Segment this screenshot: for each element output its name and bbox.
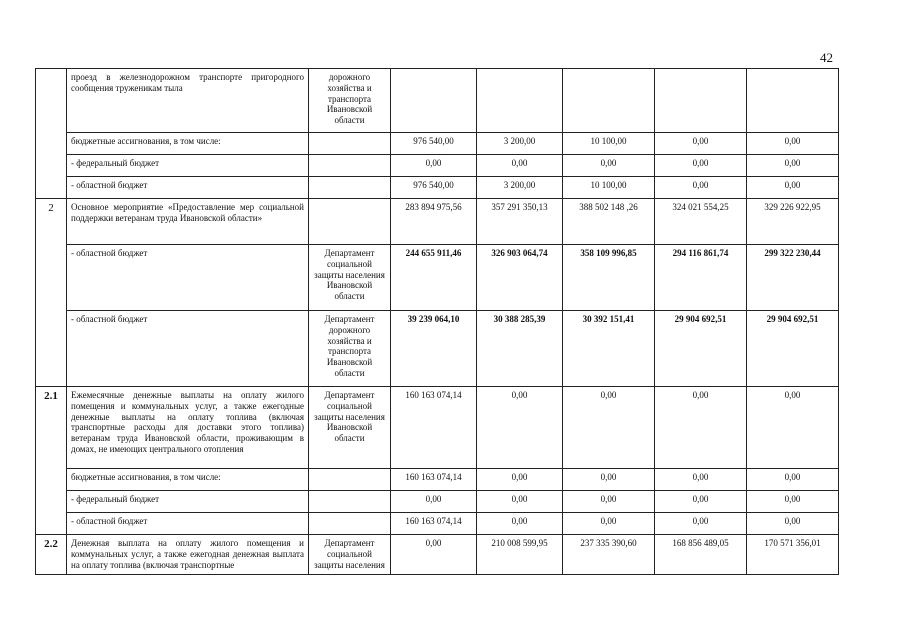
value-cell: 326 903 064,74 xyxy=(477,245,563,311)
row-description: бюджетные ассигнования, в том числе: xyxy=(67,133,309,155)
value-cell: 30 388 285,39 xyxy=(477,311,563,387)
value-cell: 0,00 xyxy=(477,469,563,491)
value-cell: 976 540,00 xyxy=(391,177,477,199)
row-executor xyxy=(309,133,391,155)
value-cell: 283 894 975,56 xyxy=(391,199,477,245)
row-number: 2.1 xyxy=(36,387,67,535)
table-row xyxy=(36,469,839,491)
table-row xyxy=(36,535,839,575)
value-cell: 0,00 xyxy=(747,387,839,469)
value-cell: 324 021 554,25 xyxy=(655,199,747,245)
row-description: - областной бюджет xyxy=(67,311,309,387)
value-cell: 357 291 350,13 xyxy=(477,199,563,245)
value-cell: 0,00 xyxy=(477,155,563,177)
row-executor xyxy=(309,469,391,491)
value-cell: 294 116 861,74 xyxy=(655,245,747,311)
table-row xyxy=(36,69,839,133)
value-cell: 976 540,00 xyxy=(391,133,477,155)
value-cell: 0,00 xyxy=(747,469,839,491)
value-cell: 0,00 xyxy=(563,469,655,491)
table-row xyxy=(36,155,839,177)
row-description: Ежемесячные денежные выплаты на оплату жилого помещения и коммунальных услуг, а также ежегодные денежные выплаты на оплату топлива (включая транспортные расходы для доставки этого топлива) ветеранам труда Ивановской области, проживающим в домах, не имеющих центрального отопления xyxy=(67,387,309,469)
row-number xyxy=(36,69,67,199)
value-cell: 29 904 692,51 xyxy=(655,311,747,387)
value-cell: 0,00 xyxy=(655,513,747,535)
value-cell: 0,00 xyxy=(391,535,477,575)
row-executor: Департамент социальной защиты населения xyxy=(309,535,391,575)
value-cell: 0,00 xyxy=(563,513,655,535)
value-cell: 0,00 xyxy=(391,491,477,513)
value-cell: 329 226 922,95 xyxy=(747,199,839,245)
row-description: Основное мероприятие «Предоставление мер социальной поддержки ветеранам труда Ивановской области» xyxy=(67,199,309,245)
row-description: - областной бюджет xyxy=(67,245,309,311)
value-cell: 39 239 064,10 xyxy=(391,311,477,387)
value-cell: 0,00 xyxy=(477,387,563,469)
row-description: - областной бюджет xyxy=(67,177,309,199)
table-row xyxy=(36,311,839,387)
row-executor xyxy=(309,155,391,177)
value-cell: 0,00 xyxy=(655,133,747,155)
row-executor: Департамент социальной защиты населения Ивановской области xyxy=(309,387,391,469)
table-row xyxy=(36,245,839,311)
value-cell xyxy=(747,69,839,133)
row-description: Денежная выплата на оплату жилого помещения и коммунальных услуг, а также ежегодная денежная выплата на оплату топлива (включая транспортные xyxy=(67,535,309,575)
value-cell: 170 571 356,01 xyxy=(747,535,839,575)
value-cell: 0,00 xyxy=(655,491,747,513)
table-row xyxy=(36,199,839,245)
value-cell xyxy=(655,69,747,133)
value-cell: 160 163 074,14 xyxy=(391,387,477,469)
value-cell: 29 904 692,51 xyxy=(747,311,839,387)
row-executor xyxy=(309,199,391,245)
value-cell: 160 163 074,14 xyxy=(391,469,477,491)
budget-table xyxy=(35,68,839,575)
table-row xyxy=(36,513,839,535)
value-cell: 0,00 xyxy=(563,155,655,177)
table-row xyxy=(36,387,839,469)
value-cell: 10 100,00 xyxy=(563,177,655,199)
row-description: проезд в железнодорожном транспорте пригородного сообщения труженикам тыла xyxy=(67,69,309,133)
value-cell: 168 856 489,05 xyxy=(655,535,747,575)
value-cell: 358 109 996,85 xyxy=(563,245,655,311)
value-cell: 0,00 xyxy=(655,469,747,491)
value-cell: 10 100,00 xyxy=(563,133,655,155)
value-cell: 0,00 xyxy=(655,155,747,177)
table-row xyxy=(36,491,839,513)
value-cell xyxy=(563,69,655,133)
value-cell: 0,00 xyxy=(655,177,747,199)
value-cell: 0,00 xyxy=(747,177,839,199)
value-cell: 0,00 xyxy=(477,513,563,535)
table-row xyxy=(36,133,839,155)
value-cell: 0,00 xyxy=(747,133,839,155)
value-cell: 0,00 xyxy=(477,491,563,513)
value-cell: 0,00 xyxy=(747,513,839,535)
value-cell: 0,00 xyxy=(563,491,655,513)
row-executor xyxy=(309,513,391,535)
value-cell: 299 322 230,44 xyxy=(747,245,839,311)
value-cell: 388 502 148 ,26 xyxy=(563,199,655,245)
row-executor: Департамент социальной защиты населения Ивановской области xyxy=(309,245,391,311)
row-number: 2.2 xyxy=(36,535,67,575)
value-cell: 0,00 xyxy=(563,387,655,469)
row-description: - областной бюджет xyxy=(67,513,309,535)
row-executor: Департамент дорожного хозяйства и транспорта Ивановской области xyxy=(309,311,391,387)
value-cell: 160 163 074,14 xyxy=(391,513,477,535)
row-description: бюджетные ассигнования, в том числе: xyxy=(67,469,309,491)
value-cell: 0,00 xyxy=(747,155,839,177)
value-cell: 244 655 911,46 xyxy=(391,245,477,311)
value-cell xyxy=(391,69,477,133)
value-cell: 0,00 xyxy=(391,155,477,177)
value-cell: 3 200,00 xyxy=(477,177,563,199)
page-number: 42 xyxy=(820,50,833,65)
row-description: - федеральный бюджет xyxy=(67,491,309,513)
table-row xyxy=(36,177,839,199)
value-cell: 0,00 xyxy=(655,387,747,469)
row-executor: дорожного хозяйства и транспорта Ивановской области xyxy=(309,69,391,133)
value-cell xyxy=(477,69,563,133)
value-cell: 3 200,00 xyxy=(477,133,563,155)
row-executor xyxy=(309,177,391,199)
value-cell: 0,00 xyxy=(747,491,839,513)
row-number: 2 xyxy=(36,199,67,387)
value-cell: 210 008 599,95 xyxy=(477,535,563,575)
value-cell: 30 392 151,41 xyxy=(563,311,655,387)
row-description: - федеральный бюджет xyxy=(67,155,309,177)
value-cell: 237 335 390,60 xyxy=(563,535,655,575)
row-executor xyxy=(309,491,391,513)
